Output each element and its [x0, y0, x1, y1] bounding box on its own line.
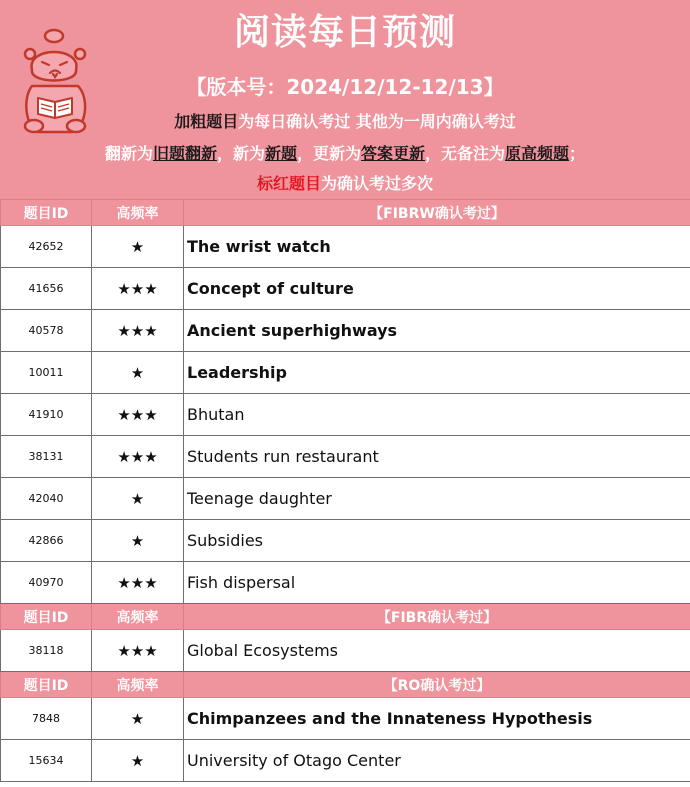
question-id: 38118 — [1, 630, 92, 672]
col-id-header: 题目ID — [1, 672, 92, 698]
section-header — [1, 200, 690, 226]
col-freq-header: 高频率 — [92, 200, 184, 226]
table-row — [1, 394, 690, 436]
legend-tag-new: 新题 — [264, 144, 297, 163]
legend-text: ，无备注为 — [425, 144, 506, 163]
table-row — [1, 478, 690, 520]
section-header — [1, 604, 690, 630]
table-row — [1, 562, 690, 604]
question-title: Chimpanzees and the Innateness Hypothesis — [184, 698, 690, 740]
question-id: 41656 — [1, 268, 92, 310]
question-title: Ancient superhighways — [184, 310, 690, 352]
header-banner — [0, 0, 690, 199]
question-id: 42866 — [1, 520, 92, 562]
question-id: 7848 — [1, 698, 92, 740]
frequency-stars: ★ — [92, 478, 184, 520]
table-row — [1, 698, 690, 740]
legend-line-3 — [0, 170, 690, 198]
question-title: Subsidies — [184, 520, 690, 562]
frequency-stars: ★★★ — [92, 394, 184, 436]
frequency-stars: ★ — [92, 352, 184, 394]
table-row — [1, 352, 690, 394]
frequency-stars: ★ — [92, 698, 184, 740]
section-header — [1, 672, 690, 698]
frequency-stars: ★ — [92, 226, 184, 268]
table-row — [1, 310, 690, 352]
question-id: 15634 — [1, 740, 92, 782]
frequency-stars: ★ — [92, 520, 184, 562]
question-title: Fish dispersal — [184, 562, 690, 604]
question-title: Teenage daughter — [184, 478, 690, 520]
legend-text: ，更新为 — [296, 144, 361, 163]
question-title: Students run restaurant — [184, 436, 690, 478]
frequency-stars: ★★★ — [92, 310, 184, 352]
table-row — [1, 226, 690, 268]
question-title: Concept of culture — [184, 268, 690, 310]
col-freq-header: 高频率 — [92, 604, 184, 630]
frequency-stars: ★ — [92, 740, 184, 782]
col-id-header: 题目ID — [1, 200, 92, 226]
table-row — [1, 436, 690, 478]
red-title-note: 标红题目 — [256, 174, 321, 193]
version-label: 【版本号：2024/12/12-12/13】 — [186, 75, 504, 99]
question-title: The wrist watch — [184, 226, 690, 268]
question-id: 41910 — [1, 394, 92, 436]
frequency-stars: ★★★ — [92, 562, 184, 604]
frequency-stars: ★★★ — [92, 630, 184, 672]
col-id-header: 题目ID — [1, 604, 92, 630]
question-id: 42040 — [1, 478, 92, 520]
question-id: 10011 — [1, 352, 92, 394]
section-label: 【FIBR确认考过】 — [184, 604, 690, 630]
question-id: 42652 — [1, 226, 92, 268]
legend-tag-update: 答案更新 — [361, 144, 426, 163]
legend-line-1 — [0, 108, 690, 136]
table-row — [1, 520, 690, 562]
question-title: Bhutan — [184, 394, 690, 436]
bold-title-desc: 为每日确认考过 其他为一周内确认考过 — [238, 112, 516, 131]
question-title: University of Otago Center — [184, 740, 690, 782]
section-label: 【RO确认考过】 — [184, 672, 690, 698]
question-title: Global Ecosystems — [184, 630, 690, 672]
legend-tag-original: 原高频题 — [505, 144, 570, 163]
red-title-desc: 为确认考过多次 — [321, 174, 434, 193]
legend-tag-refurb: 旧题翻新 — [152, 144, 217, 163]
table-row — [1, 740, 690, 782]
legend-text: ； — [569, 144, 586, 163]
table-row — [1, 268, 690, 310]
question-id: 40970 — [1, 562, 92, 604]
question-id: 38131 — [1, 436, 92, 478]
legend-text: 翻新为 — [104, 144, 153, 163]
legend-line-2 — [0, 140, 690, 168]
legend-text: ，新为 — [216, 144, 265, 163]
page-title: 阅读每日预测 — [233, 12, 456, 53]
frequency-stars: ★★★ — [92, 436, 184, 478]
bold-title-note: 加粗题目 — [174, 112, 239, 131]
col-freq-header: 高频率 — [92, 672, 184, 698]
frequency-stars: ★★★ — [92, 268, 184, 310]
prediction-table — [0, 199, 690, 782]
question-title: Leadership — [184, 352, 690, 394]
table-row — [1, 630, 690, 672]
question-id: 40578 — [1, 310, 92, 352]
section-label: 【FIBRW确认考过】 — [184, 200, 690, 226]
